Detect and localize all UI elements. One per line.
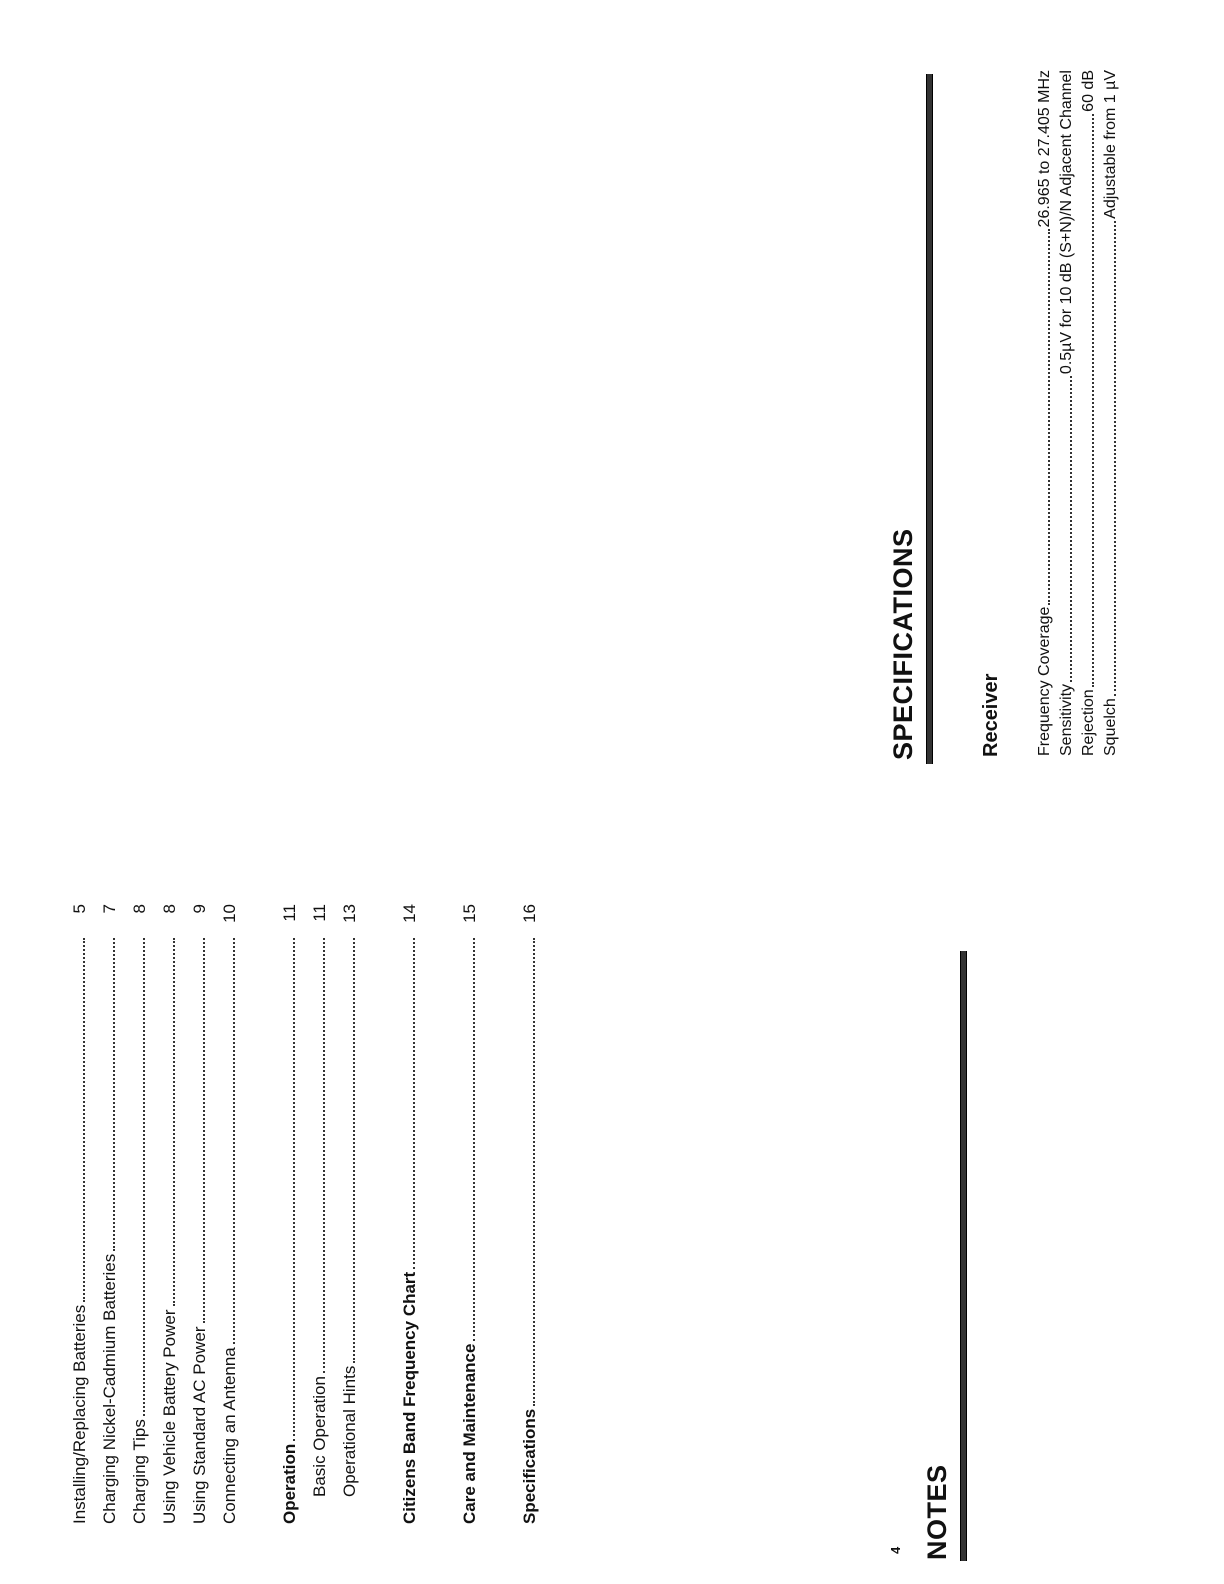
toc-section-label: Care and Maintenance — [460, 1343, 479, 1524]
spec-value: 26.965 to 27.405 MHz — [1036, 70, 1053, 228]
spec-list — [1032, 70, 1120, 756]
notes-divider — [960, 951, 967, 1561]
toc-entry — [210, 904, 240, 1524]
specifications-divider — [926, 74, 933, 764]
dot-leader — [1114, 221, 1116, 696]
toc-entry — [150, 904, 180, 1524]
spec-label: Rejection — [1080, 689, 1097, 756]
toc-entry-page: 8 — [160, 904, 179, 914]
dot-leader — [353, 938, 355, 1363]
toc-entry-page: 15 — [460, 904, 479, 923]
toc-section-label: Operation — [280, 1443, 299, 1524]
toc-entry-label: Operational Hints — [340, 1365, 359, 1497]
dot-leader — [323, 938, 325, 1373]
spec-label: Frequency Coverage — [1036, 606, 1053, 756]
spec-value: Adjustable from 1 µV — [1102, 70, 1119, 219]
receiver-subheading: Receiver — [980, 673, 1002, 757]
toc-entry — [120, 904, 150, 1524]
spec-row — [1098, 70, 1120, 756]
toc-entry-label: Using Vehicle Battery Power — [160, 1309, 179, 1524]
toc-entry — [60, 904, 90, 1524]
toc-entry-page: 7 — [100, 904, 119, 914]
toc-entry-label: Connecting an Antenna — [220, 1347, 239, 1524]
specifications-heading: SPECIFICATIONS — [888, 528, 918, 760]
spec-label: Sensitivity — [1058, 683, 1075, 756]
toc-entry-label: Charging Tips — [130, 1419, 149, 1524]
toc-entry-page: 8 — [130, 904, 149, 914]
toc-entry-page: 9 — [190, 904, 209, 914]
spec-row — [1032, 70, 1054, 756]
spec-row — [1076, 70, 1098, 756]
toc-entry-page: 5 — [70, 904, 89, 914]
toc-entry — [180, 904, 210, 1524]
page-number: 4 — [888, 1546, 903, 1554]
dot-leader — [293, 938, 295, 1441]
toc-section — [510, 904, 540, 1524]
notes-heading: NOTES — [922, 1464, 952, 1560]
dot-leader — [533, 938, 535, 1406]
toc-entry-page: 13 — [340, 904, 359, 923]
dot-leader — [1048, 229, 1050, 604]
dot-leader — [173, 938, 175, 1307]
dot-leader — [143, 938, 145, 1416]
spec-label: Squelch — [1102, 698, 1119, 756]
table-of-contents — [60, 904, 540, 1524]
toc-entry-page: 14 — [400, 904, 419, 923]
toc-entry-label: Basic Operation — [310, 1376, 329, 1497]
spec-value: 0.5µV for 10 dB (S+N)/N Adjacent Channel — [1058, 70, 1075, 375]
toc-section — [390, 904, 420, 1524]
toc-entry — [90, 904, 120, 1524]
toc-section — [270, 904, 300, 1524]
dot-leader — [113, 938, 115, 1251]
toc-section-label: Citizens Band Frequency Chart — [400, 1271, 419, 1524]
toc-entry — [330, 904, 360, 1524]
dot-leader — [233, 938, 235, 1344]
spec-row — [1054, 70, 1076, 756]
toc-entry-label: Charging Nickel-Cadmium Batteries — [100, 1253, 119, 1524]
dot-leader — [413, 938, 415, 1269]
toc-entry — [300, 904, 330, 1524]
toc-entry-page: 16 — [520, 904, 539, 923]
toc-entry-label: Using Standard AC Power — [190, 1326, 209, 1524]
toc-entry-page: 11 — [280, 904, 299, 922]
spec-value: 60 dB — [1080, 70, 1097, 112]
toc-section — [450, 904, 480, 1524]
toc-section-label: Specifications — [520, 1408, 539, 1524]
dot-leader — [1070, 376, 1072, 682]
toc-entry-label: Installing/Replacing Batteries — [70, 1304, 89, 1524]
dot-leader — [83, 938, 85, 1302]
toc-entry-page: 11 — [310, 904, 329, 922]
dot-leader — [473, 938, 475, 1341]
dot-leader — [1092, 114, 1094, 687]
dot-leader — [203, 938, 205, 1324]
toc-entry-page: 10 — [220, 904, 239, 923]
